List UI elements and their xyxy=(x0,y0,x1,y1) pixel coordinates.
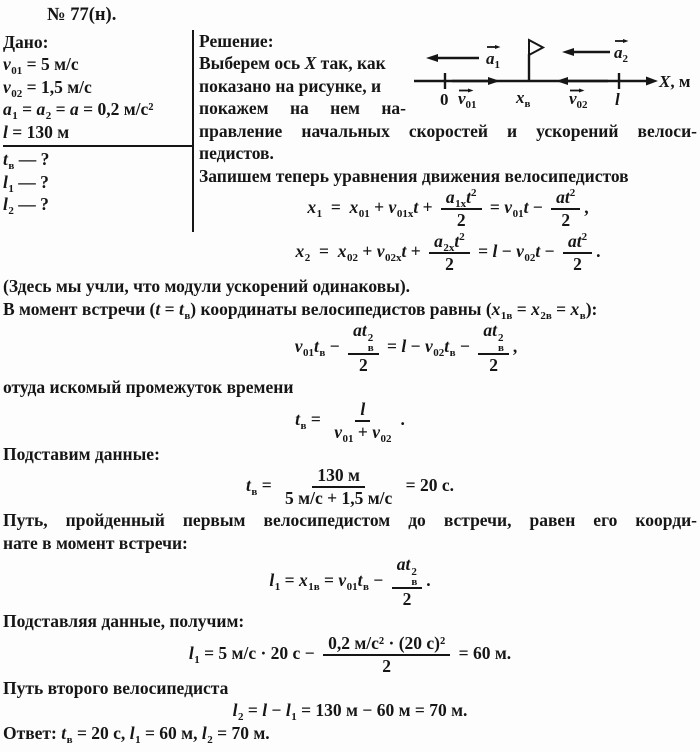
given-item-v01 xyxy=(3,53,192,76)
a1-arrowhead xyxy=(426,54,438,62)
math-sub: 02 xyxy=(524,252,536,265)
equation-x2 xyxy=(199,231,697,275)
fraction xyxy=(441,187,482,231)
fraction-denominator xyxy=(354,355,373,376)
fraction-denominator xyxy=(280,488,397,509)
math-sub: 02 xyxy=(347,252,358,265)
math-supsub: 2 в xyxy=(411,566,418,588)
fraction-numerator xyxy=(323,633,450,656)
math-sup: 2 xyxy=(569,187,576,199)
text-run: . xyxy=(426,570,431,591)
text-run: − xyxy=(497,241,517,262)
math-sub: 01 xyxy=(11,65,23,77)
substitute2-line: Подставляя данные, получим: xyxy=(3,611,245,631)
math-sub: 01 xyxy=(358,208,370,221)
math-sub: 1 xyxy=(291,711,297,723)
math-var: x xyxy=(295,241,305,262)
math-sub: 1в xyxy=(500,309,513,322)
math-var: t xyxy=(564,187,570,207)
text-run: = xyxy=(160,298,179,319)
text-run: ) координаты велосипедистов равны ( xyxy=(190,298,492,319)
path2-line: Путь второго велосипедиста xyxy=(3,677,229,698)
solution-intro-line: покажем на нем на- xyxy=(199,98,406,118)
text-run: + xyxy=(406,241,426,262)
math-var: t xyxy=(523,197,529,218)
v01-bar-arrowhead xyxy=(468,88,474,92)
a1-bar-arrowhead xyxy=(495,45,501,49)
text-run: = xyxy=(310,241,338,262)
text-run: В момент встречи ( xyxy=(3,298,156,319)
math-sub: 2 xyxy=(207,733,213,746)
text-run: = 20 с. xyxy=(401,475,454,496)
fraction-denominator xyxy=(568,254,587,275)
text-run: = xyxy=(280,570,299,591)
text-run: — ? xyxy=(13,194,49,214)
math-sub: в xyxy=(300,419,307,432)
math-sub: в xyxy=(449,347,456,360)
fraction xyxy=(563,231,592,275)
text-run: = xyxy=(257,475,277,496)
fraction-numerator xyxy=(392,554,423,589)
answer-line xyxy=(3,722,697,745)
math-var: l xyxy=(129,722,135,743)
equation-l1-numeric xyxy=(3,633,697,677)
fraction-denominator xyxy=(556,210,575,231)
fraction-numerator xyxy=(441,187,482,210)
text-run: = 60 м. xyxy=(454,642,512,663)
math-var: t xyxy=(492,320,497,340)
text-run: 130 м xyxy=(317,465,360,485)
text-run: = 130 м xyxy=(7,121,70,142)
problem-number: № 77(н). xyxy=(47,5,117,25)
text-run: − xyxy=(540,241,559,262)
math-var: l xyxy=(201,722,207,743)
math-var: a xyxy=(353,320,362,340)
math-var: l xyxy=(360,398,366,419)
given-label: Дано: xyxy=(3,31,49,52)
fraction-denominator xyxy=(484,355,503,376)
text-run: + xyxy=(369,197,389,218)
text-run: + xyxy=(353,421,373,442)
math-var: a xyxy=(69,99,79,119)
text-run: + xyxy=(418,197,437,218)
text-run: = 5 м/с xyxy=(22,54,79,74)
text-run: = xyxy=(17,99,37,119)
math-sub: 1 xyxy=(8,182,14,195)
text-run: — ? xyxy=(13,171,49,192)
fraction xyxy=(348,320,379,376)
math-var: x xyxy=(349,197,359,218)
text-run: = xyxy=(512,298,532,319)
note-line: (Здесь мы учли, что модули ускорений одинаковы). xyxy=(3,276,411,296)
math-sup: 2 xyxy=(581,231,588,243)
math-sup: 2 xyxy=(459,231,465,243)
text-run: 5 м/с + 1,5 м/с xyxy=(285,488,393,508)
math-var: t xyxy=(178,298,184,319)
math-sub: 1в xyxy=(308,581,320,594)
math-var: v xyxy=(334,421,342,442)
fraction-denominator xyxy=(452,210,471,231)
fraction xyxy=(323,633,450,677)
math-supsub: 2 в xyxy=(497,332,504,354)
math-sub: 01 xyxy=(342,432,354,445)
math-var: t xyxy=(3,149,8,169)
v01-label: $v_{01}$ xyxy=(458,88,477,111)
text-run: так, как xyxy=(316,53,386,73)
math-var: t xyxy=(413,197,419,218)
fraction xyxy=(280,465,397,509)
math-sub: 2 xyxy=(304,252,311,265)
math-sub: в xyxy=(363,581,369,594)
whence-line: отуда искомый промежуток времени xyxy=(3,377,294,397)
text-run: = xyxy=(551,298,571,319)
math-sub: 02 xyxy=(433,347,445,360)
math-var: l xyxy=(285,700,291,720)
text-run: — ? xyxy=(14,149,50,169)
text-run: = 130 м − 60 м = 70 м. xyxy=(296,700,468,720)
fraction-numerator xyxy=(355,399,370,422)
math-var: X xyxy=(304,53,317,73)
equation-tv-numeric xyxy=(3,465,697,509)
math-sub: 1 xyxy=(135,733,141,746)
text-run: 2 xyxy=(456,210,466,230)
math-var: a xyxy=(556,187,565,207)
text-run: = 0,2 м/с² xyxy=(78,99,154,119)
math-sub: в xyxy=(319,347,326,360)
fraction-numerator xyxy=(312,465,365,488)
text-run: − xyxy=(528,197,548,218)
math-var: t xyxy=(454,231,460,251)
math-var: l xyxy=(3,171,8,192)
math-var: v xyxy=(424,336,433,357)
equation-tv xyxy=(3,399,697,443)
math-sub: 2в xyxy=(540,309,552,322)
math-var: l xyxy=(269,570,275,591)
equation-l1 xyxy=(3,554,697,610)
math-var: l xyxy=(262,700,268,720)
origin-label: 0 xyxy=(440,89,449,109)
motion-diagram xyxy=(412,31,697,117)
math-sup: 2 xyxy=(471,187,477,199)
solution-intro-line: педистов. xyxy=(199,143,274,163)
text-run: = xyxy=(306,408,326,429)
text-run: Выберем ось xyxy=(199,53,305,73)
v02-bar-arrowhead xyxy=(579,88,585,92)
math-var: t xyxy=(361,320,367,340)
math-var: t xyxy=(61,722,67,743)
math-var: v xyxy=(338,570,347,591)
math-var: v xyxy=(3,76,11,97)
math-sub: 02 xyxy=(380,432,392,445)
math-var: l xyxy=(401,336,407,357)
unknown-item-l2 xyxy=(3,193,192,216)
fraction-denominator xyxy=(440,254,459,275)
math-var: a xyxy=(396,554,406,574)
math-sub: 01x xyxy=(396,208,414,221)
math-var: t xyxy=(576,231,582,251)
math-var: l xyxy=(188,642,194,663)
text-run: ): xyxy=(585,298,598,319)
equation-x1 xyxy=(199,187,697,231)
math-var: v xyxy=(372,421,380,442)
text-run: 0,2 м/с² · (20 с)² xyxy=(328,632,446,653)
math-sub: 2 xyxy=(8,205,14,217)
l-label: l xyxy=(615,89,620,109)
solution-section xyxy=(194,30,697,276)
math-var: v xyxy=(388,197,397,218)
math-var: x xyxy=(570,298,580,319)
math-var: t xyxy=(245,475,251,496)
fraction-denominator xyxy=(377,656,396,677)
top-columns xyxy=(3,30,697,276)
math-sub: 1 xyxy=(274,581,281,594)
math-var: l xyxy=(492,241,498,262)
math-sub: 1 xyxy=(316,208,323,221)
text-run: = xyxy=(382,336,402,357)
path1-line1: Путь, пройденный первым велосипедистом до встречи, равен его коорди- xyxy=(3,510,697,530)
math-var: a xyxy=(434,231,443,251)
math-var: x xyxy=(337,241,347,262)
text-run: − xyxy=(455,336,475,357)
v02-label: $v_{02}$ xyxy=(569,88,588,111)
math-sub: 02 xyxy=(11,87,23,100)
math-var: l xyxy=(3,194,8,214)
math-sub: в xyxy=(66,733,73,746)
flag-icon xyxy=(529,40,543,55)
math-var: a xyxy=(3,99,12,119)
text-run: = 60 м, xyxy=(140,722,202,743)
math-sub: 1x xyxy=(455,198,467,210)
substitute-line: Подставим данные: xyxy=(3,443,160,464)
math-var: t xyxy=(535,241,541,262)
motion-diagram-svg xyxy=(412,31,697,117)
text-run: = 1,5 м/с xyxy=(22,76,92,97)
text-run: 2 xyxy=(561,210,571,230)
fraction xyxy=(478,320,509,376)
axis-label: X, м xyxy=(659,71,691,91)
text-run: = xyxy=(485,197,505,218)
text-run: 2 xyxy=(402,589,412,609)
math-sub: 01 xyxy=(512,208,524,221)
fraction-numerator xyxy=(348,320,379,355)
text-run: − xyxy=(325,336,345,357)
fraction xyxy=(551,187,580,231)
fraction xyxy=(329,399,396,443)
v02-arrowhead xyxy=(556,77,568,85)
math-sub: 2 xyxy=(45,110,52,122)
math-var: t xyxy=(155,298,161,319)
solution-intro-line: показано на рисунке, и xyxy=(199,75,382,96)
math-var: v xyxy=(504,197,513,218)
math-var: t xyxy=(314,336,319,357)
math-sub: 1 xyxy=(12,110,18,122)
fraction xyxy=(392,554,423,610)
text-run: − xyxy=(368,570,388,591)
math-sub: 01 xyxy=(346,581,358,594)
math-sub: 2x xyxy=(443,242,455,254)
solution-label: Решение: xyxy=(199,30,274,51)
given-item-v02 xyxy=(3,76,192,99)
math-var: t xyxy=(405,554,411,574)
text-run: = xyxy=(473,241,493,262)
text-run: 2 xyxy=(489,355,498,375)
math-sub: в xyxy=(184,309,191,322)
solution-body xyxy=(3,275,697,744)
math-var: a xyxy=(483,320,493,340)
text-run: , xyxy=(584,197,589,218)
path1-line2: нате в момент встречи: xyxy=(3,532,188,553)
text-run: Ответ: xyxy=(3,722,62,743)
math-var: v xyxy=(3,54,11,74)
given-divider-line xyxy=(3,145,192,147)
text-run: = xyxy=(243,700,263,720)
text-run: 2 xyxy=(573,254,582,274)
text-run: + xyxy=(358,241,377,262)
text-run: 2 xyxy=(445,254,454,274)
math-var: x xyxy=(531,298,540,319)
v01-arrowhead xyxy=(488,77,500,85)
math-sub: 02x xyxy=(385,252,402,265)
text-run: = 70 м. xyxy=(212,722,270,743)
math-sub: в xyxy=(8,160,15,172)
math-var: l xyxy=(232,700,238,720)
text-run: = 5 м/с · 20 с − xyxy=(199,642,320,663)
text-run: 2 xyxy=(382,655,392,676)
text-run: − xyxy=(406,336,425,357)
text-run: . xyxy=(400,408,405,429)
math-sub: 1 xyxy=(194,653,200,666)
solution-intro-line: Запишем теперь уравнения движения велосипедистов xyxy=(199,165,629,186)
text-run: , xyxy=(512,336,518,357)
math-var: x xyxy=(298,570,308,591)
given-section xyxy=(3,30,194,232)
math-var: v xyxy=(376,241,385,262)
math-var: v xyxy=(294,336,303,357)
math-var: l xyxy=(3,121,8,142)
text-run: = xyxy=(322,197,350,218)
math-var: t xyxy=(357,570,363,591)
fraction-numerator xyxy=(429,231,470,254)
math-var: x xyxy=(307,197,317,218)
math-var: v xyxy=(516,241,524,262)
equation-meeting xyxy=(115,320,697,376)
a2-label: $a_2$ xyxy=(614,42,628,65)
solution-intro-line: правление начальных скоростей и ускорений велоси- xyxy=(199,120,697,141)
unknown-item-l1 xyxy=(3,171,192,194)
math-sub: 2 xyxy=(237,711,244,723)
text-run: − xyxy=(267,700,286,720)
fraction-denominator xyxy=(329,422,396,443)
math-var: a xyxy=(445,187,455,207)
a2-arrowhead xyxy=(562,48,574,56)
fraction-numerator xyxy=(478,320,509,355)
math-sub: в xyxy=(579,309,586,322)
given-item-a xyxy=(3,98,192,121)
math-sub: в xyxy=(251,486,258,499)
fraction-numerator xyxy=(563,231,592,254)
math-var: t xyxy=(401,241,407,262)
text-run: . xyxy=(596,241,601,262)
x-axis-arrowhead xyxy=(646,76,658,85)
meeting-line xyxy=(3,298,697,321)
fraction xyxy=(429,231,470,275)
math-var: x xyxy=(491,298,501,319)
math-sub: 01 xyxy=(303,347,314,360)
text-run: 2 xyxy=(358,355,368,375)
a2-bar-arrowhead xyxy=(623,39,629,43)
fraction-numerator xyxy=(551,187,580,210)
fraction-denominator xyxy=(398,589,417,610)
given-item-l xyxy=(3,121,192,144)
a1-label: $a_1$ xyxy=(486,48,500,71)
text-run: = 20 с, xyxy=(72,722,130,743)
xv-label: $x_в$ xyxy=(516,87,531,110)
text-run: = xyxy=(319,570,339,591)
text-run: = xyxy=(51,99,70,119)
math-var: t xyxy=(295,408,300,429)
math-var: a xyxy=(567,231,577,251)
unknown-item-tv xyxy=(3,148,192,171)
math-var: a xyxy=(36,99,46,119)
math-var: t xyxy=(466,187,472,207)
math-supsub: 2 в xyxy=(367,332,374,354)
math-var: t xyxy=(444,336,450,357)
equation-l2 xyxy=(3,699,697,722)
